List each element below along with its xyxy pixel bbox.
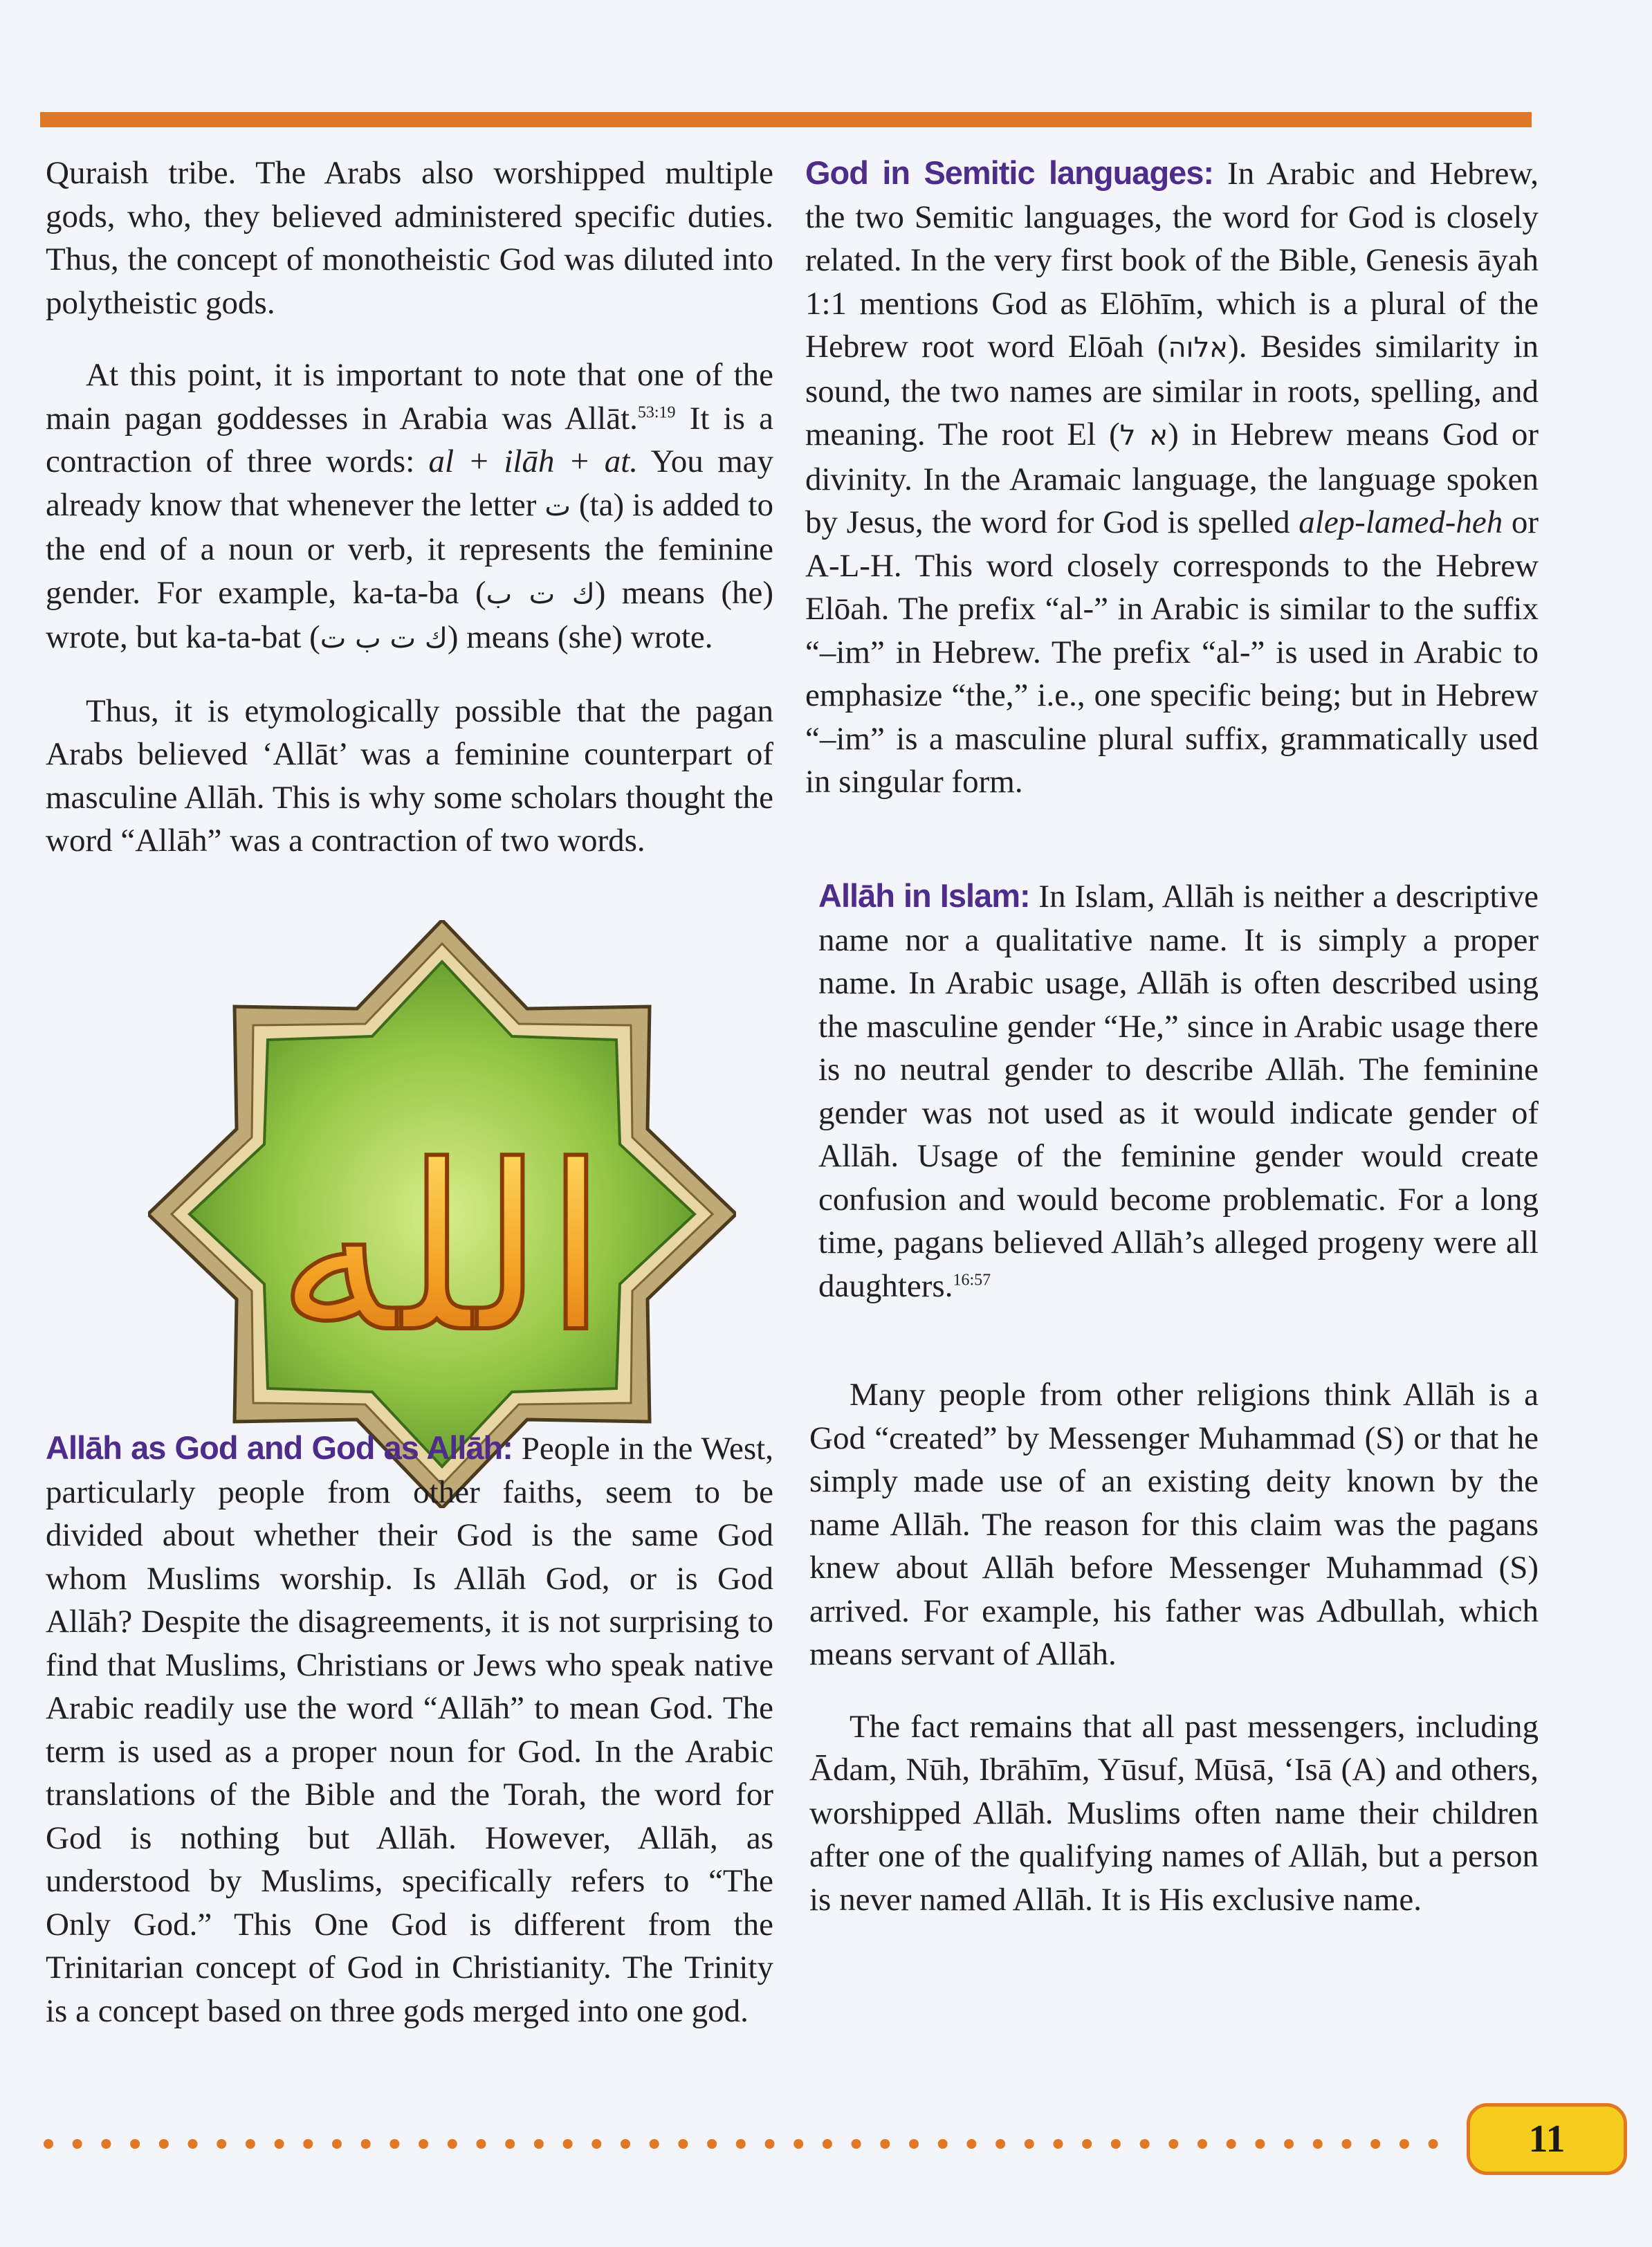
paragraph-allah-as-god: Allāh as God and God as Allāh: People in the West, particularly people from other faiths, seem to be divided about whether their God is the same God whom Muslims worship. Is Allāh God, or is God Allāh? Despite the disagreements, it is not surprising to find that Muslims, Christians or Jews who speak native Arabic readily use the word “Allāh” to mean God. The term is used as a proper noun for God. In the Arabic translations of the Bible and the Torah, the word for God is nothing but Allāh. However, Allāh, as understood by Muslims, specifically refers to “The Only God.” This One God is different from the Trinitarian concept of God in Christianity. The Trinity is a concept based on three gods merged into one god. (46, 1429, 773, 2029)
footer-dot (1399, 2139, 1409, 2149)
footer-dot (823, 2139, 832, 2149)
footer-dot (852, 2139, 861, 2149)
right-column-upper (805, 152, 1539, 833)
arabic-kataba: ك ت ب (486, 578, 595, 610)
right-column-lower (809, 1373, 1539, 1950)
footer-dot (1197, 2139, 1207, 2149)
footer-dot (246, 2139, 255, 2149)
footer-dot (995, 2139, 1005, 2149)
arabic-letter-ta: ت (544, 490, 571, 522)
footer-dot (1054, 2139, 1063, 2149)
footer-dot (534, 2139, 544, 2149)
star-emblem-icon (148, 920, 736, 1508)
heading-allah-in-islam: Allāh in Islam: (818, 877, 1030, 914)
footer-dot (1227, 2139, 1236, 2149)
footer-dot (1082, 2139, 1092, 2149)
footer-dot (563, 2139, 573, 2149)
footer-dot (707, 2139, 717, 2149)
top-accent-bar (40, 112, 1532, 127)
paragraph-past-messengers: The fact remains that all past messengers, including Ādam, Nūh, Ibrāhīm, Yūsuf, Mūsā, ‘Isā (A) and others, worshipped Allāh. Muslims often name their children after one of the qualifying names of Allāh, but a person is never named Allāh. It is His exclusive name. (809, 1708, 1539, 1918)
footer-dot (938, 2139, 948, 2149)
footer-dot (1370, 2139, 1380, 2149)
footer-dot (361, 2139, 371, 2149)
footer-dot (1168, 2139, 1178, 2149)
hebrew-eloah: אלוה (1168, 332, 1229, 364)
footer-dot (1342, 2139, 1352, 2149)
footer-dot (591, 2139, 601, 2149)
allah-calligraphy-emblem (148, 920, 736, 1508)
footer-dot (880, 2139, 890, 2149)
footer-dot (1284, 2139, 1294, 2149)
left-column-upper (46, 152, 773, 892)
footer-dot (1313, 2139, 1323, 2149)
footer-dot (217, 2139, 226, 2149)
right-column-middle (818, 874, 1539, 1337)
footer-dot (73, 2139, 82, 2149)
paragraph-semitic-languages: God in Semitic languages: In Arabic and Hebrew, the two Semitic languages, the word for God is closely related. In the very first book of the Bible, Genesis āyah 1:1 mentions God as Elōhīm, which is a plural of the Hebrew root word Elōah (אלוה). Besides similarity in sound, the two names are similar in roots, spelling, and meaning. The root El (א ל) in Hebrew means God or divinity. In the Aramaic language, the language spoken by Jesus, the word for God is spelled alep-lamed-heh or A-L-H. This word closely corresponds to the Hebrew Elōah. The prefix “al-” in Arabic is similar to the suffix “–im” in Hebrew. The prefix “al-” is used in Arabic to emphasize “the,” i.e., one specific being; but in Hebrew “–im” is a masculine plural suffix, grammatically used in singular form. (805, 154, 1539, 800)
footer-dot (477, 2139, 486, 2149)
formula-al-ilah-at: al + ilāh + at. (428, 443, 639, 479)
left-column-lower (46, 1427, 773, 2062)
footer-dot (765, 2139, 775, 2149)
footer-dot (303, 2139, 313, 2149)
footer-dot (678, 2139, 688, 2149)
page-number-badge: 11 (1467, 2103, 1627, 2175)
reference-53-19: 53:19 (637, 403, 676, 421)
footer-dot (1140, 2139, 1150, 2149)
heading-allah-as-god: Allāh as God and God as Allāh: (46, 1429, 513, 1466)
footer-dot (1111, 2139, 1121, 2149)
footer-dot (1025, 2139, 1034, 2149)
footer-dot (966, 2139, 976, 2149)
paragraph-allah-in-islam: Allāh in Islam: In Islam, Allāh is neither a descriptive name nor a qualitative name. It is simply a proper name. In Arabic usage, Allāh is often described using the masculine gender “He,” since in Arabic usage there is no neutral gender to describe Allāh. The feminine gender was not used as it would indicate gender of Allāh. Usage of the feminine gender would create confusion and would become problematic. For a long time, pagans believed Allāh’s alleged progeny were all daughters.$^{16:57}$ (818, 877, 1539, 1304)
footer-dot (130, 2139, 140, 2149)
footer-dot (419, 2139, 428, 2149)
footer-dot (188, 2139, 198, 2149)
footer-dot (1255, 2139, 1265, 2149)
footer-dot (793, 2139, 803, 2149)
footer-dot (44, 2139, 53, 2149)
footer-dot (909, 2139, 919, 2149)
paragraph-etymology: Thus, it is etymologically possible that the pagan Arabs believed ‘Allāt’ was a feminine counterpart of masculine Allāh. This is why some scholars thought the word “Allāh” was a contraction of two words. (46, 693, 773, 859)
footer-dot (389, 2139, 399, 2149)
paragraph-other-religions: Many people from other religions think Allāh is a God “created” by Messenger Muhammad (S) or that he simply made use of an existing deity known by the name Allāh. The reason for this claim was the pagans knew about Allāh before Messenger Muhammad (S) arrived. For example, his father was Adbullah, which means servant of Allāh. (809, 1377, 1539, 1672)
footer-dot (621, 2139, 630, 2149)
reference-16-57: 16:57 (953, 1270, 991, 1289)
heading-semitic-languages: God in Semitic languages: (805, 154, 1214, 191)
footer-dot (650, 2139, 659, 2149)
footer-dot (101, 2139, 111, 2149)
footer-dotted-line (42, 2136, 1446, 2152)
arabic-katabat: ك ت ب ت (320, 623, 448, 654)
paragraph-quraish: Quraish tribe. The Arabs also worshipped multiple gods, who, they believed administered specific duties. Thus, the concept of monotheistic God was diluted into polytheistic gods. (46, 155, 773, 321)
footer-dot (505, 2139, 515, 2149)
paragraph-allat: At this point, it is important to note that one of the main pagan goddesses in Arabia was Allāt.$^{53:19}$ It is a contraction of three words: al + ilāh + at. You may already know that whenever the letter ت (ta) is added to the end of a noun or verb, it represents the feminine gender. For example, ka-ta-ba (ك ت ب) means (he) wrote, but ka-ta-bat (ك ت ب ت) means (she) wrote. (46, 357, 774, 655)
footer-dot (159, 2139, 169, 2149)
aramaic-spelling: alep-lamed-heh (1298, 504, 1503, 540)
footer-dot (332, 2139, 342, 2149)
footer-dot (736, 2139, 746, 2149)
footer-dot (275, 2139, 284, 2149)
footer-dot (448, 2139, 457, 2149)
footer-dot (1429, 2139, 1438, 2149)
hebrew-el: א ל (1119, 420, 1168, 452)
allah-calligraphy-text: الله (276, 1117, 608, 1382)
